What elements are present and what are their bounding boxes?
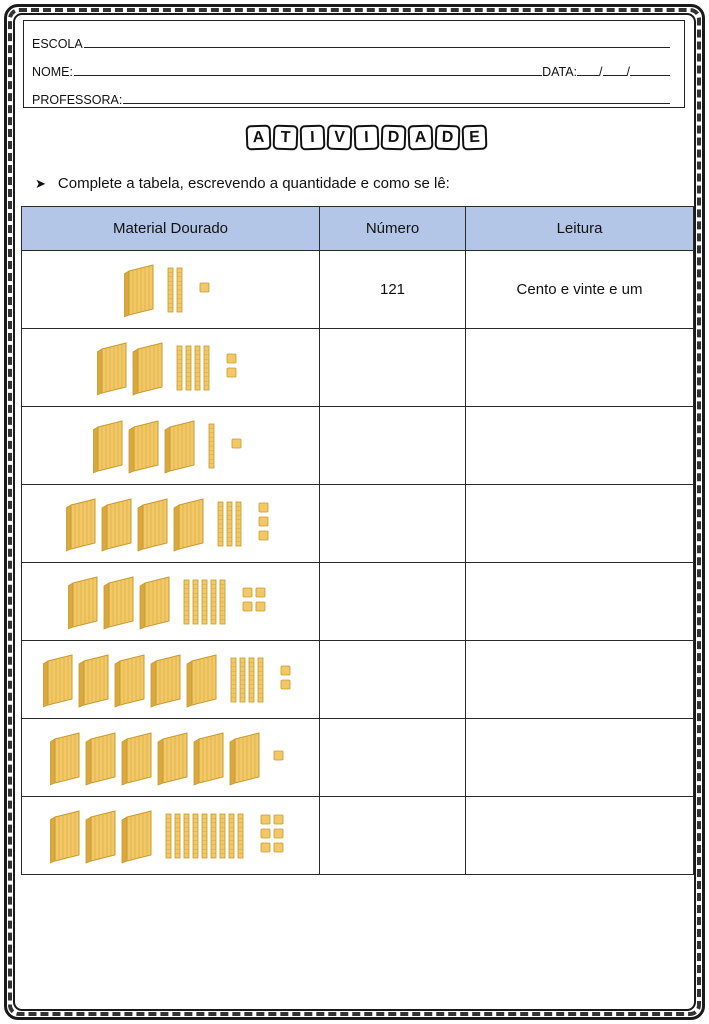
date-year-field[interactable] <box>630 74 670 76</box>
table-row <box>22 407 694 485</box>
material-dourado-cell <box>22 563 320 641</box>
title-letter-tile: A <box>408 125 434 151</box>
hundred-plate <box>230 733 259 785</box>
material-dourado-cell <box>22 407 320 485</box>
numero-cell[interactable] <box>320 329 466 407</box>
ten-bar <box>202 814 207 858</box>
leitura-cell[interactable] <box>466 641 694 719</box>
hundred-plate <box>122 811 151 863</box>
hundred-plate <box>158 733 187 785</box>
numero-cell[interactable] <box>320 641 466 719</box>
ten-bar <box>211 580 216 624</box>
ten-bar <box>227 502 232 546</box>
ten-bar <box>236 502 241 546</box>
base-ten-blocks-illustration <box>93 411 249 481</box>
unit-cube <box>232 439 241 448</box>
hundred-plate <box>122 733 151 785</box>
title-letter-tile: I <box>300 125 326 151</box>
unit-cube <box>274 843 283 852</box>
ten-bar <box>231 658 236 702</box>
teacher-label: PROFESSORA: <box>32 93 123 107</box>
table-row <box>22 719 694 797</box>
hundred-plate <box>115 655 144 707</box>
numero-cell[interactable] <box>320 719 466 797</box>
hundred-plate <box>86 733 115 785</box>
ten-bar <box>193 814 198 858</box>
material-dourado-cell <box>22 719 320 797</box>
ten-bar <box>218 502 223 546</box>
base-ten-blocks-illustration <box>43 645 298 715</box>
unit-cube <box>261 815 270 824</box>
leitura-cell[interactable]: Cento e vinte e um <box>466 251 694 329</box>
ten-bar <box>249 658 254 702</box>
base-ten-blocks-illustration <box>124 255 217 325</box>
name-label: NOME: <box>32 65 73 79</box>
leitura-cell[interactable] <box>466 719 694 797</box>
numero-cell[interactable] <box>320 563 466 641</box>
table-row <box>22 641 694 719</box>
ten-bar <box>211 814 216 858</box>
numero-cell[interactable] <box>320 797 466 875</box>
unit-cube <box>200 283 209 292</box>
school-field[interactable] <box>84 46 670 48</box>
unit-cube <box>243 588 252 597</box>
answer-table <box>21 206 694 875</box>
title-letter-tile: A <box>246 125 272 151</box>
hundred-plate <box>68 577 97 629</box>
hundred-plate <box>104 577 133 629</box>
unit-cube <box>259 503 268 512</box>
ten-bar <box>166 814 171 858</box>
instruction-text: Complete a tabela, escrevendo a quantidade e como se lê: <box>57 175 450 192</box>
ten-bar <box>184 580 189 624</box>
ten-bar <box>238 814 243 858</box>
title-letter-tile: T <box>273 125 299 151</box>
school-label: ESCOLA <box>32 37 83 51</box>
date-day-field[interactable] <box>577 74 599 76</box>
name-line <box>32 61 670 79</box>
leitura-cell[interactable] <box>466 485 694 563</box>
leitura-cell[interactable] <box>466 407 694 485</box>
hundred-plate <box>140 577 169 629</box>
title-letter-tile: D <box>435 125 461 151</box>
material-dourado-cell <box>22 329 320 407</box>
table-row <box>22 563 694 641</box>
hundred-plate <box>93 421 122 473</box>
instruction-line <box>35 175 450 192</box>
hundred-plate <box>50 733 79 785</box>
unit-cube <box>227 368 236 377</box>
title-letter-tile: I <box>354 125 380 151</box>
table-row <box>22 251 694 329</box>
unit-cube <box>274 815 283 824</box>
hundred-plate <box>66 499 95 551</box>
ten-bar <box>195 346 200 390</box>
date-month-field[interactable] <box>603 74 627 76</box>
ten-bar <box>177 346 182 390</box>
unit-cube <box>274 751 283 760</box>
arrow-bullet-icon: ➤ <box>35 175 46 191</box>
hundred-plate <box>133 343 162 395</box>
ten-bar <box>258 658 263 702</box>
leitura-cell[interactable] <box>466 563 694 641</box>
ten-bar <box>175 814 180 858</box>
hundred-plate <box>129 421 158 473</box>
hundred-plate <box>174 499 203 551</box>
date-group: DATA: / / <box>542 65 670 79</box>
column-header-material: Material Dourado <box>22 207 320 251</box>
material-dourado-cell <box>22 485 320 563</box>
ten-bar <box>202 580 207 624</box>
hundred-plate <box>50 811 79 863</box>
base-ten-blocks-illustration <box>68 567 273 637</box>
ten-bar <box>168 268 173 312</box>
table-row <box>22 485 694 563</box>
unit-cube <box>256 588 265 597</box>
unit-cube <box>243 602 252 611</box>
hundred-plate <box>86 811 115 863</box>
column-header-leitura: Leitura <box>466 207 694 251</box>
material-dourado-cell <box>22 641 320 719</box>
name-field[interactable] <box>74 74 542 76</box>
numero-cell[interactable] <box>320 485 466 563</box>
title-letter-tile: V <box>327 125 353 151</box>
hundred-plate <box>165 421 194 473</box>
hundred-plate <box>138 499 167 551</box>
hundred-plate <box>124 265 153 317</box>
title-letter-tile: E <box>462 125 488 151</box>
base-ten-blocks-illustration <box>97 333 244 403</box>
table-row <box>22 329 694 407</box>
numero-cell[interactable] <box>320 407 466 485</box>
leitura-cell[interactable] <box>466 329 694 407</box>
ten-bar <box>220 814 225 858</box>
material-dourado-cell <box>22 797 320 875</box>
unit-cube <box>261 843 270 852</box>
unit-cube <box>227 354 236 363</box>
unit-cube <box>281 680 290 689</box>
hundred-plate <box>151 655 180 707</box>
unit-cube <box>281 666 290 675</box>
title-letter-tile: D <box>381 125 407 151</box>
base-ten-blocks-illustration <box>50 723 291 793</box>
ten-bar <box>209 424 214 468</box>
table-row <box>22 797 694 875</box>
numero-cell[interactable]: 121 <box>320 251 466 329</box>
material-dourado-cell <box>22 251 320 329</box>
hundred-plate <box>97 343 126 395</box>
school-line <box>32 33 670 51</box>
ten-bar <box>204 346 209 390</box>
unit-cube <box>261 829 270 838</box>
column-header-numero: Número <box>320 207 466 251</box>
unit-cube <box>256 602 265 611</box>
hundred-plate <box>194 733 223 785</box>
ten-bar <box>240 658 245 702</box>
leitura-cell[interactable] <box>466 797 694 875</box>
ten-bar <box>177 268 182 312</box>
base-ten-blocks-illustration <box>66 489 276 559</box>
hundred-plate <box>187 655 216 707</box>
hundred-plate <box>43 655 72 707</box>
base-ten-blocks-illustration <box>50 801 291 871</box>
ten-bar <box>186 346 191 390</box>
activity-title <box>246 125 487 150</box>
ten-bar <box>184 814 189 858</box>
date-label: DATA: <box>542 65 578 79</box>
unit-cube <box>259 531 268 540</box>
ten-bar <box>229 814 234 858</box>
hundred-plate <box>102 499 131 551</box>
student-info-box <box>23 20 685 108</box>
table-header-row <box>22 207 694 251</box>
ten-bar <box>193 580 198 624</box>
teacher-field[interactable] <box>123 102 670 104</box>
unit-cube <box>259 517 268 526</box>
teacher-line <box>32 89 670 107</box>
unit-cube <box>274 829 283 838</box>
ten-bar <box>220 580 225 624</box>
hundred-plate <box>79 655 108 707</box>
